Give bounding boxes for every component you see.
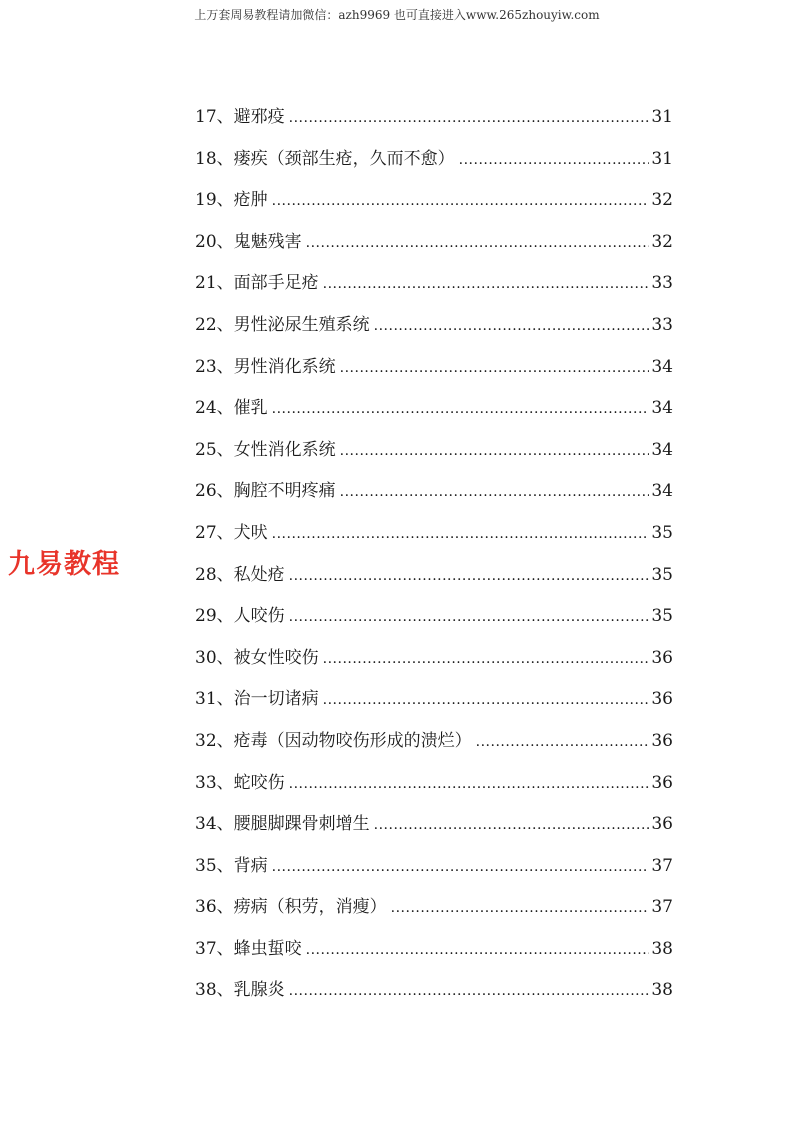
toc-entry[interactable] <box>195 397 673 439</box>
toc-entry[interactable] <box>195 605 673 647</box>
toc-entry[interactable] <box>195 564 673 606</box>
toc-entry[interactable] <box>195 231 673 273</box>
toc-entry[interactable] <box>195 189 673 231</box>
toc-dot-leader <box>340 440 650 462</box>
toc-dot-leader <box>289 980 650 1002</box>
toc-dot-leader <box>306 232 650 254</box>
toc-dot-leader <box>340 481 650 503</box>
toc-entry-page-number: 34 <box>651 481 673 502</box>
toc-entry-page-number: 36 <box>651 689 673 710</box>
toc-entry[interactable] <box>195 356 673 398</box>
toc-entry-page-number: 36 <box>651 730 673 751</box>
toc-entry-title: 21、面部手足疮 <box>195 273 319 294</box>
toc-entry-page-number: 34 <box>651 356 673 377</box>
toc-entry[interactable] <box>195 855 673 897</box>
toc-entry-page-number: 34 <box>651 398 673 419</box>
toc-entry[interactable] <box>195 896 673 938</box>
toc-entry-page-number: 35 <box>651 522 673 543</box>
toc-entry-title: 24、催乳 <box>195 398 268 419</box>
toc-entry-page-number: 37 <box>651 897 673 918</box>
toc-dot-leader <box>391 897 650 919</box>
toc-entry-page-number: 33 <box>651 314 673 335</box>
page-header: 上万套周易教程请加微信：azh9969 也可直接进入www.265zhouyiw.com <box>194 8 600 22</box>
toc-entry[interactable] <box>195 730 673 772</box>
toc-entry-page-number: 32 <box>651 190 673 211</box>
toc-entry-title: 25、女性消化系统 <box>195 439 336 460</box>
toc-dot-leader <box>289 107 650 129</box>
toc-entry-page-number: 38 <box>651 938 673 959</box>
toc-entry[interactable] <box>195 647 673 689</box>
toc-entry-title: 31、治一切诸病 <box>195 689 319 710</box>
toc-entry[interactable] <box>195 480 673 522</box>
toc-entry-title: 19、疮肿 <box>195 190 268 211</box>
toc-entry-title: 32、疮毒（因动物咬伤形成的溃烂） <box>195 730 472 751</box>
toc-entry-page-number: 38 <box>651 980 673 1001</box>
toc-dot-leader <box>272 398 650 420</box>
toc-entry[interactable] <box>195 439 673 481</box>
toc-entry-page-number: 37 <box>651 855 673 876</box>
toc-dot-leader <box>323 273 650 295</box>
toc-dot-leader <box>289 773 650 795</box>
toc-dot-leader <box>476 731 650 753</box>
toc-entry-page-number: 36 <box>651 647 673 668</box>
toc-entry-page-number: 36 <box>651 814 673 835</box>
toc-entry[interactable] <box>195 813 673 855</box>
toc-entry[interactable] <box>195 522 673 564</box>
watermark-logo: 九易教程 <box>8 549 120 580</box>
toc-entry[interactable] <box>195 938 673 980</box>
toc-entry-page-number: 31 <box>651 107 673 127</box>
toc-dot-leader <box>340 357 650 379</box>
toc-entry[interactable] <box>195 106 673 148</box>
toc-entry-title: 30、被女性咬伤 <box>195 647 319 668</box>
toc-dot-leader <box>272 190 650 212</box>
toc-entry-title: 17、避邪疫 <box>195 107 285 127</box>
toc-entry-title: 38、乳腺炎 <box>195 980 285 1001</box>
toc-entry-title: 29、人咬伤 <box>195 606 285 627</box>
toc-entry-title: 26、胸腔不明疼痛 <box>195 481 336 502</box>
toc-entry[interactable] <box>195 314 673 356</box>
toc-entry-page-number: 33 <box>651 273 673 294</box>
toc-entry[interactable] <box>195 772 673 814</box>
toc-dot-leader <box>289 606 650 628</box>
toc-entry-page-number: 34 <box>651 439 673 460</box>
toc-dot-leader <box>306 939 650 961</box>
toc-entry-title: 27、犬吠 <box>195 522 268 543</box>
toc-entry[interactable] <box>195 979 673 1021</box>
toc-dot-leader <box>323 648 650 670</box>
toc-entry-page-number: 36 <box>651 772 673 793</box>
toc-entry-title: 34、腰腿脚踝骨刺增生 <box>195 814 370 835</box>
toc-entry-title: 28、私处疮 <box>195 564 285 585</box>
toc-entry[interactable] <box>195 148 673 190</box>
toc-entry-title: 18、瘘疾（颈部生疮，久而不愈） <box>195 148 455 169</box>
toc-entry-title: 23、男性消化系统 <box>195 356 336 377</box>
toc-entry-page-number: 31 <box>651 148 673 169</box>
toc-dot-leader <box>289 565 650 587</box>
table-of-contents <box>195 106 673 1021</box>
toc-entry-page-number: 32 <box>651 231 673 252</box>
toc-dot-leader <box>323 689 650 711</box>
toc-entry-title: 20、鬼魅残害 <box>195 231 302 252</box>
toc-entry-page-number: 35 <box>651 606 673 627</box>
toc-entry[interactable] <box>195 688 673 730</box>
toc-dot-leader <box>374 315 650 337</box>
toc-dot-leader <box>459 149 650 171</box>
toc-entry-title: 35、背病 <box>195 855 268 876</box>
toc-entry-title: 22、男性泌尿生殖系统 <box>195 314 370 335</box>
toc-dot-leader <box>272 856 650 878</box>
toc-dot-leader <box>374 814 650 836</box>
toc-dot-leader <box>272 523 650 545</box>
toc-entry-title: 37、蜂虫蜇咬 <box>195 938 302 959</box>
toc-entry-title: 36、痨病（积劳，消瘦） <box>195 897 387 918</box>
toc-entry-title: 33、蛇咬伤 <box>195 772 285 793</box>
toc-entry[interactable] <box>195 272 673 314</box>
toc-entry-page-number: 35 <box>651 564 673 585</box>
